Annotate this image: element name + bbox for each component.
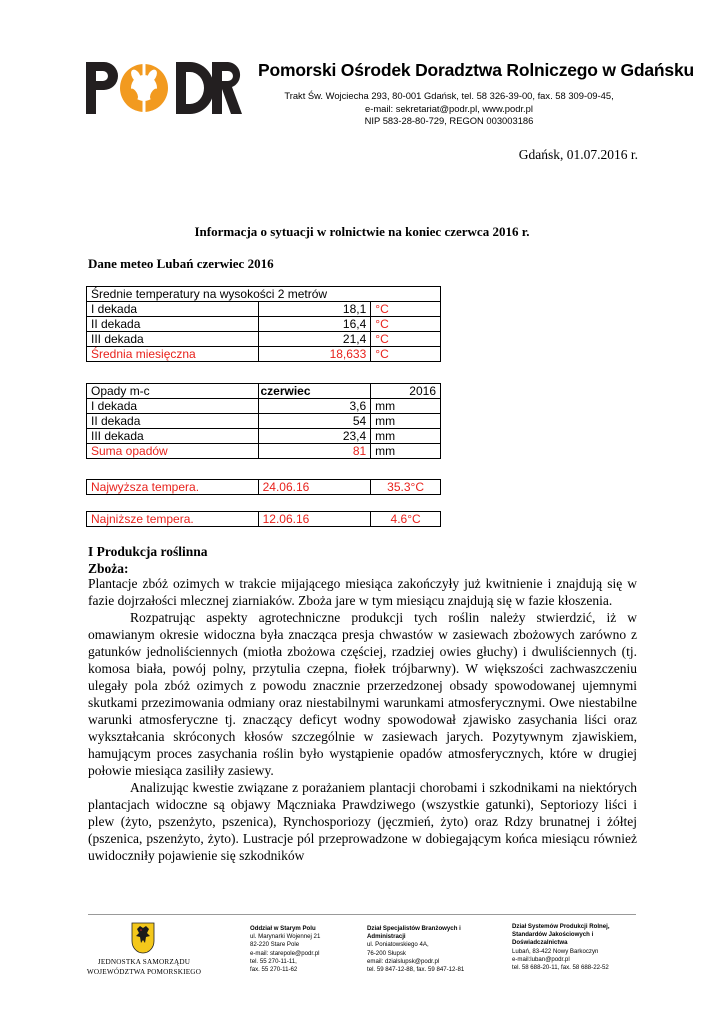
footer-line: email: dzialslupsk@podr.pl — [367, 957, 440, 965]
summary-label: Suma opadów — [87, 444, 259, 459]
footer-line: 82-220 Stare Pole — [250, 941, 300, 949]
min-temp-label: Najniższe tempera. — [87, 512, 259, 527]
table-row — [87, 332, 441, 347]
footer-column-title: Dział Specjalistów Branżowych i Administracji — [367, 925, 461, 941]
table-row — [87, 512, 441, 527]
summary-value: 18,633 — [258, 347, 371, 362]
footer-line: tel. 55 270-11-11, — [250, 957, 297, 965]
rain-header-year: 2016 — [371, 384, 441, 399]
footer-line: e-mail:luban@podr.pl — [512, 955, 570, 963]
min-temp-value: 4.6°C — [371, 512, 441, 527]
authority-line: JEDNOSTKA SAMORZĄDU — [97, 958, 191, 966]
footer-column-stare-pole — [250, 925, 320, 974]
pomorskie-crest-icon — [131, 922, 155, 954]
temperature-table — [86, 286, 441, 362]
row-value: 3,6 — [258, 399, 371, 414]
table-row — [87, 317, 441, 332]
min-temperature-table — [86, 511, 441, 527]
row-unit: °C — [371, 332, 441, 347]
min-temp-date: 12.06.16 — [258, 512, 371, 527]
footer-line: Lubań, 83-422 Nowy Barkoczyn — [512, 947, 599, 955]
row-value: 23,4 — [258, 429, 371, 444]
rain-header-month: czerwiec — [258, 384, 371, 399]
summary-unit: mm — [371, 444, 441, 459]
meteo-title: Dane meteo Lubań czerwiec 2016 — [88, 256, 274, 271]
table-row — [87, 429, 441, 444]
footer-line: tel. 58 688-20-11, fax. 58 688-22-52 — [512, 964, 609, 972]
paragraph: Analizując kwestie związane z porażaniem plantacji chorobami i szkodnikami na niektórych plantacjach widoczne są objawy Mączniaka Prawdziwego (wszystkie gatunki), Septoriozy liści i plew (żyto, pszenżyto, pszenica), Rynchosporiozy (jęczmień, żyto) oraz Rdzy brunatnej i żółtej (pszenica, pszenżyto, żyto). Lustracje pól przeprowadzone w dobiegającym końca miesiącu również uwidoczniły pojawienie się szkodników — [88, 780, 637, 863]
row-label: II dekada — [87, 414, 259, 429]
max-temperature-table — [86, 479, 441, 495]
row-label: III dekada — [87, 429, 259, 444]
row-value: 21,4 — [258, 332, 371, 347]
contact-line: e-mail: sekretariat@podr.pl, www.podr.pl — [365, 102, 533, 114]
footer-line: ul. Poniatowskiego 4A, — [367, 941, 429, 949]
authority-line: WOJEWÓDZTWA POMORSKIEGO — [86, 968, 202, 976]
footer-column-luban — [512, 923, 627, 972]
footer-line: fax. 55 270-11-62 — [250, 966, 298, 974]
section-heading: I Produkcja roślinna — [88, 544, 208, 559]
table-row — [87, 302, 441, 317]
footer-column-slupsk — [367, 925, 482, 974]
table-header-row — [87, 384, 441, 399]
organization-address — [284, 90, 614, 128]
section-heading-block — [88, 543, 208, 577]
footer-line: tel. 59 847-12-88, fax. 59 847-12-81 — [367, 966, 465, 974]
footer-authority — [84, 957, 204, 977]
table-row — [87, 399, 441, 414]
footer-divider — [88, 914, 636, 915]
body-text — [88, 575, 637, 864]
row-value: 16,4 — [258, 317, 371, 332]
summary-label: Średnia miesięczna — [87, 347, 259, 362]
summary-unit: °C — [371, 347, 441, 362]
footer-line: 76-200 Słupsk — [367, 949, 406, 957]
row-unit: °C — [371, 302, 441, 317]
table-row — [87, 414, 441, 429]
address-line: Trakt Św. Wojciecha 293, 80-001 Gdańsk, tel. 58 326-39-00, fax. 58 309-09-45, — [284, 90, 614, 101]
max-temp-date: 24.06.16 — [258, 480, 371, 495]
paragraph: Rozpatrując aspekty agrotechniczne produkcji tych roślin należy stwierdzić, iż w omawianym okresie widoczna była znacząca presja chwastów w zasiewach zbożowych zarówno z gatunków jednoliściennych (miotła zbożowa częściej, rzadziej owies głuchy) i dwuliściennych (tj. komosa biała, powój polny, przytulia czepna, fiołek trójbarwny). W większości zachwaszczeniu ulegały pola zbóż ozimych z powodu znacznie przerzedzonej obsady spowodowanej ujemnymi skutkami przezimowania odmiany oraz niestabilnymi warunkami atmosferycznymi. Owe niestabilne warunki atmosferyczne tj. znaczący deficyt wodny spowodował zjawisko zasychania liści oraz wykształcania skróconych kłosów szczególnie w zasiewach jarych. Pozytywnym zjawiskiem, hamującym proces zasychania roślin było wystąpienie opadów atmosferycznych, które w drugiej połowie miesiąca zasiliły zasiewy. — [88, 610, 637, 778]
temperature-header: Średnie temperatury na wysokości 2 metrów — [87, 287, 441, 302]
rain-header-label: Opady m-c — [87, 384, 259, 399]
place-date: Gdańsk, 01.07.2016 r. — [518, 147, 638, 162]
row-label: I dekada — [87, 399, 259, 414]
row-unit: mm — [371, 399, 441, 414]
table-header-row — [87, 287, 441, 302]
row-unit: mm — [371, 414, 441, 429]
max-temp-label: Najwyższa tempera. — [87, 480, 259, 495]
row-unit: °C — [371, 317, 441, 332]
organization-name: Pomorski Ośrodek Doradztwa Rolniczego w Gdańsku — [258, 60, 694, 80]
rainfall-table — [86, 383, 441, 459]
section-subheading: Zboża: — [88, 561, 129, 576]
summary-value: 81 — [258, 444, 371, 459]
row-label: II dekada — [87, 317, 259, 332]
summary-row — [87, 444, 441, 459]
row-value: 54 — [258, 414, 371, 429]
footer-column-title: Dział Systemów Produkcji Rolnej, Standardów Jakościowych i Doświadczalnictwa — [512, 923, 610, 947]
podr-logo — [84, 58, 244, 118]
footer-line: e-mail: starepole@podr.pl — [250, 949, 320, 957]
max-temp-value: 35.3°C — [371, 480, 441, 495]
footer-line: ul. Marynarki Wojennej 21 — [250, 933, 321, 941]
row-unit: mm — [371, 429, 441, 444]
paragraph: Plantacje zbóż ozimych w trakcie mijającego miesiąca zakończyły już kwitnienie i znajdują się w fazie dojrzałości mlecznej ziarniaków. Zboża jare w tym miesiącu znajdują się w fazie kłoszenia. — [88, 576, 637, 608]
summary-row — [87, 347, 441, 362]
document-title: Informacja o sytuacji w rolnictwie na koniec czerwca 2016 r. — [194, 224, 530, 239]
row-label: III dekada — [87, 332, 259, 347]
row-value: 18,1 — [258, 302, 371, 317]
grain-emblem-icon — [120, 64, 168, 112]
tax-line: NIP 583-28-80-729, REGON 003003186 — [364, 115, 534, 126]
footer-column-title: Oddział w Starym Polu — [250, 925, 316, 932]
row-label: I dekada — [87, 302, 259, 317]
table-row — [87, 480, 441, 495]
